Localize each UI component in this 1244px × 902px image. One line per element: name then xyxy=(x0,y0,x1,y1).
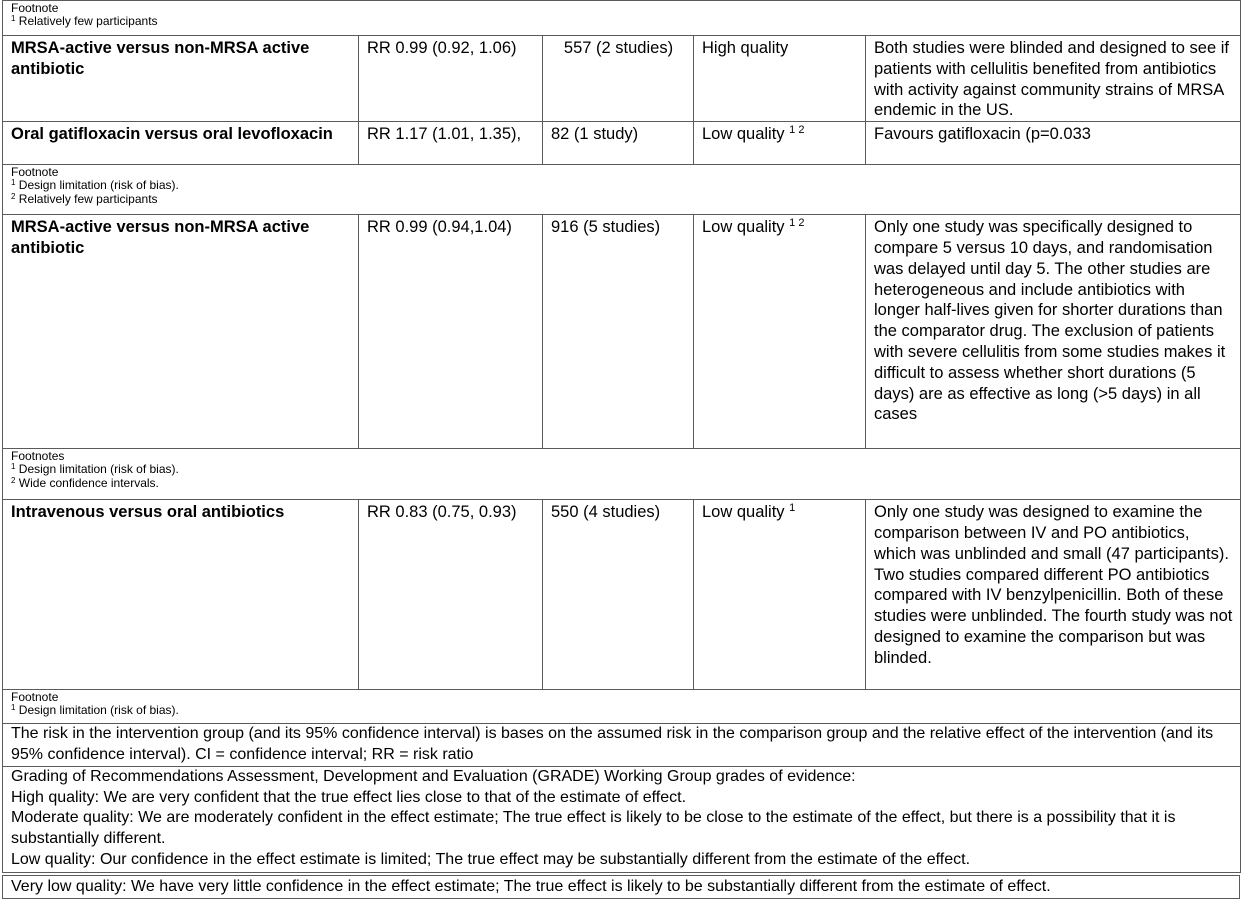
footnote-label: Footnote xyxy=(11,1,59,15)
footnote-item: $^2$ Wide confidence intervals. xyxy=(11,475,159,490)
footnote-label: Footnotes xyxy=(11,449,65,464)
grade-moderate: Moderate quality: We are moderately confident in the effect estimate; The true effect is likely to be close to the estimate of the effect, but there is a possibility that it is substantially different. xyxy=(11,809,1176,847)
participants-cell: 916 (5 studies) xyxy=(543,215,694,449)
footnote-item: $^1$ Design limitation (risk of bias). xyxy=(11,703,179,718)
footnote-cell xyxy=(3,690,1241,724)
effect-cell: RR 1.17 (1.01, 1.35), xyxy=(359,122,543,165)
comments-cell: Only one study was specifically designed to compare 5 versus 10 days, and randomisation was delayed until day 5. The other studies are heterogeneous and include antibiotics with longer half-lives given for shorter durations than the comparator drug. The exclusion of patients with severe cellulitis from some studies makes it difficult to assess whether short durations (5 days) are as effective as long (>5 days) in all cases xyxy=(866,215,1241,449)
quality-cell: Low quality $^{1 2}$ xyxy=(694,122,866,165)
quality-cell: Low quality $^{1 2}$ xyxy=(694,215,866,449)
comments-cell: Favours gatifloxacin (p=0.033 xyxy=(866,122,1241,165)
table-row xyxy=(3,500,1241,690)
footnote-label: Footnote xyxy=(11,165,59,180)
comments-cell: Only one study was designed to examine the comparison between IV and PO antibiotics, which was unblinded and small (47 participants). Two studies compared different PO antibiotics compared with IV benzylpenicillin. Both of these studies were unblinded. The fourth study was not designed to examine the comparison but was blinded. xyxy=(866,500,1241,690)
footnote-row xyxy=(3,165,1241,215)
grade-definitions xyxy=(3,767,1241,873)
effect-cell: RR 0.83 (0.75, 0.93) xyxy=(359,500,543,690)
footnote-item: $^2$ Relatively few participants xyxy=(11,191,158,206)
table-row xyxy=(3,215,1241,449)
footnote-item: $^1$ Relatively few participants xyxy=(11,14,158,29)
risk-note-row xyxy=(3,724,1241,767)
comparison-cell: MRSA-active versus non-MRSA active antibiotic xyxy=(3,215,359,449)
comparison-cell: Intravenous versus oral antibiotics xyxy=(3,500,359,690)
footnote-item: $^1$ Design limitation (risk of bias). xyxy=(11,178,179,193)
footnote-cell xyxy=(3,449,1241,500)
footnote-item: $^1$ Design limitation (risk of bias). xyxy=(11,462,179,477)
grade-definitions-row xyxy=(3,767,1241,873)
participants-cell: 82 (1 study) xyxy=(543,122,694,165)
grade-low: Low quality: Our confidence in the effect estimate is limited; The true effect may be substantially different from the estimate of the effect. xyxy=(11,850,971,868)
quality-cell: High quality xyxy=(694,36,866,122)
effect-cell: RR 0.99 (0.94,1.04) xyxy=(359,215,543,449)
table-row xyxy=(3,36,1241,122)
comparison-cell: Oral gatifloxacin versus oral levofloxacin xyxy=(3,122,359,165)
participants-cell: 557 (2 studies) xyxy=(543,36,694,122)
very-low-quality-note: Very low quality: We have very little confidence in the effect estimate; The true effect is likely to be substantially different from the estimate of effect. xyxy=(2,875,1240,899)
participants-cell: 550 (4 studies) xyxy=(543,500,694,690)
footnote-label: Footnote xyxy=(11,690,59,705)
grade-high: High quality: We are very confident that the true effect lies close to that of the estimate of effect. xyxy=(11,788,687,806)
footnote-cell xyxy=(3,165,1241,215)
evidence-summary-table xyxy=(2,0,1241,873)
effect-cell: RR 0.99 (0.92, 1.06) xyxy=(359,36,543,122)
footnote-row xyxy=(3,1,1241,36)
comments-cell: Both studies were blinded and designed to see if patients with cellulitis benefited from antibiotics with activity against community strains of MRSA endemic in the US. xyxy=(866,36,1241,122)
comparison-cell: MRSA-active versus non-MRSA active antibiotic xyxy=(3,36,359,122)
grade-heading: Grading of Recommendations Assessment, Development and Evaluation (GRADE) Working Group grades of evidence: xyxy=(11,768,856,786)
footnote-row xyxy=(3,449,1241,500)
footnote-row xyxy=(3,690,1241,724)
table-row xyxy=(3,122,1241,165)
footnote-cell xyxy=(3,1,1241,36)
risk-note: The risk in the intervention group (and its 95% confidence interval) is bases on the assumed risk in the comparison group and the relative effect of the intervention (and its 95% confidence interval). CI = confidence interval; RR = risk ratio xyxy=(3,724,1241,767)
quality-cell: Low quality $^1$ xyxy=(694,500,866,690)
